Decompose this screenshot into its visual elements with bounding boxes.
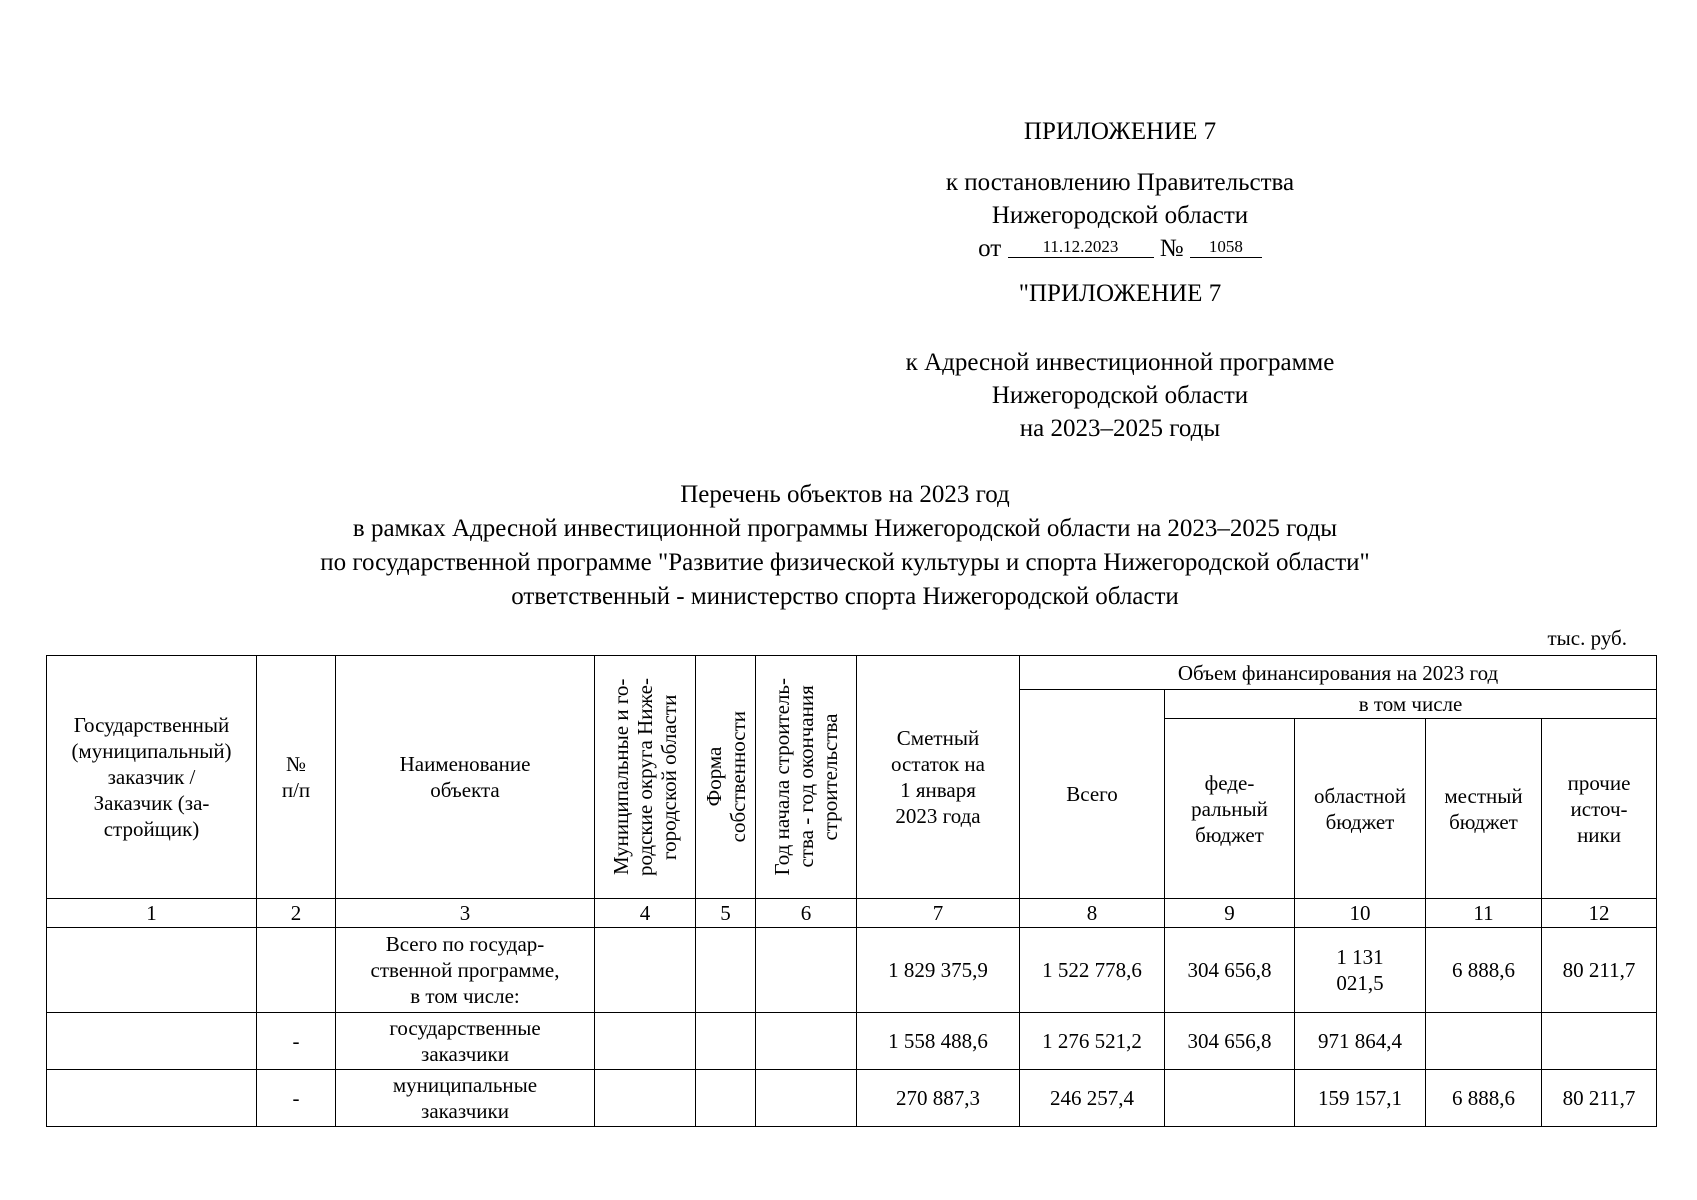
header-total: Всего (1020, 690, 1165, 899)
cell-number: - (257, 1013, 336, 1070)
header-local: местный бюджет (1426, 719, 1542, 899)
header-ownership: Форма собственности (696, 656, 756, 899)
appendix-title-quoted (880, 277, 1360, 310)
units-label: тыс. руб. (1547, 626, 1627, 650)
cell-customer (47, 928, 257, 1013)
title-line-4: ответственный - министерство спорта Нижегородской области (511, 583, 1179, 610)
cell-total: 246 257,4 (1020, 1070, 1165, 1127)
header-years: Год начала строитель- ства - год окончания строительства (756, 656, 857, 899)
cell-total: 1 276 521,2 (1020, 1013, 1165, 1070)
cell-years (756, 1013, 857, 1070)
program-line-2: Нижегородской области (991, 382, 1249, 409)
table-row (47, 1070, 1657, 1127)
appendix-title (880, 115, 1360, 148)
cell-municipal (595, 1070, 696, 1127)
header-municipal: Муниципальные и го- родские округа Ниже- городской области (595, 656, 696, 899)
header-funding-volume: Объем финансирования на 2023 год (1020, 656, 1657, 690)
cell-estimate: 270 887,3 (857, 1070, 1020, 1127)
cell-federal: 304 656,8 (1165, 928, 1295, 1013)
column-number: 10 (1295, 899, 1426, 928)
resolution-line-1: к постановлению Правительства (945, 169, 1295, 196)
table-row (47, 928, 1657, 1013)
header-regional: областной бюджет (1295, 719, 1426, 899)
column-number: 11 (1426, 899, 1542, 928)
title-line-3: по государственной программе "Развитие физической культуры и спорта Нижегородской области" (320, 549, 1370, 576)
cell-years (756, 1070, 857, 1127)
program-line-1: к Адресной инвестиционной программе (905, 349, 1335, 376)
appendix-title-quoted-text: "ПРИЛОЖЕНИЕ 7 (1018, 280, 1222, 307)
program-reference (880, 346, 1360, 445)
cell-estimate: 1 829 375,9 (857, 928, 1020, 1013)
cell-regional: 971 864,4 (1295, 1013, 1426, 1070)
cell-object-name: муниципальные заказчики (336, 1070, 595, 1127)
header-other: прочие источ- ники (1542, 719, 1657, 899)
column-number: 8 (1020, 899, 1165, 928)
cell-number (257, 928, 336, 1013)
cell-other: 80 211,7 (1542, 928, 1657, 1013)
cell-federal (1165, 1070, 1295, 1127)
column-number: 5 (696, 899, 756, 928)
title-line-2: в рамках Адресной инвестиционной программы Нижегородской области на 2023–2025 годы (352, 515, 1338, 542)
column-number: 2 (257, 899, 336, 928)
cell-regional: 159 157,1 (1295, 1070, 1426, 1127)
cell-regional: 1 131 021,5 (1295, 928, 1426, 1013)
cell-municipal (595, 1013, 696, 1070)
cell-number: - (257, 1070, 336, 1127)
column-number: 3 (336, 899, 595, 928)
cell-object-name: государственные заказчики (336, 1013, 595, 1070)
cell-ownership (696, 1070, 756, 1127)
cell-ownership (696, 1013, 756, 1070)
cell-local: 6 888,6 (1426, 928, 1542, 1013)
cell-customer (47, 1013, 257, 1070)
column-number: 1 (47, 899, 257, 928)
date-value: 11.12.2023 (1008, 237, 1154, 258)
cell-other (1542, 1013, 1657, 1070)
title-line-1: Перечень объектов на 2023 год (680, 481, 1010, 508)
column-number: 6 (756, 899, 857, 928)
cell-years (756, 928, 857, 1013)
cell-ownership (696, 928, 756, 1013)
cell-customer (47, 1070, 257, 1127)
number-value: 1058 (1190, 237, 1262, 258)
cell-local: 6 888,6 (1426, 1070, 1542, 1127)
date-number-line (880, 232, 1360, 265)
header-number: № п/п (257, 656, 336, 899)
column-number: 9 (1165, 899, 1295, 928)
cell-federal: 304 656,8 (1165, 1013, 1295, 1070)
column-number: 7 (857, 899, 1020, 928)
cell-local (1426, 1013, 1542, 1070)
header-estimate: Сметный остаток на 1 января 2023 года (857, 656, 1020, 899)
cell-municipal (595, 928, 696, 1013)
header-customer: Государственный (муниципальный) заказчик / Заказчик (за- стройщик) (47, 656, 257, 899)
date-prefix: от (978, 235, 1002, 262)
number-sign: № (1159, 235, 1184, 262)
document-title (230, 478, 1460, 614)
column-number: 4 (595, 899, 696, 928)
appendix-title-text: ПРИЛОЖЕНИЕ 7 (1023, 118, 1217, 145)
header-federal: феде- ральный бюджет (1165, 719, 1295, 899)
column-numbers-row (47, 899, 1657, 928)
resolution-reference (880, 166, 1360, 265)
cell-object-name: Всего по государ- ственной программе, в том числе: (336, 928, 595, 1013)
cell-other: 80 211,7 (1542, 1070, 1657, 1127)
objects-table (46, 655, 1657, 1127)
cell-estimate: 1 558 488,6 (857, 1013, 1020, 1070)
resolution-line-2: Нижегородской области (991, 202, 1249, 229)
cell-total: 1 522 778,6 (1020, 928, 1165, 1013)
table-row (47, 1013, 1657, 1070)
column-number: 12 (1542, 899, 1657, 928)
header-including: в том числе (1165, 690, 1657, 719)
program-line-3: на 2023–2025 годы (1019, 415, 1221, 442)
header-object-name: Наименование объекта (336, 656, 595, 899)
